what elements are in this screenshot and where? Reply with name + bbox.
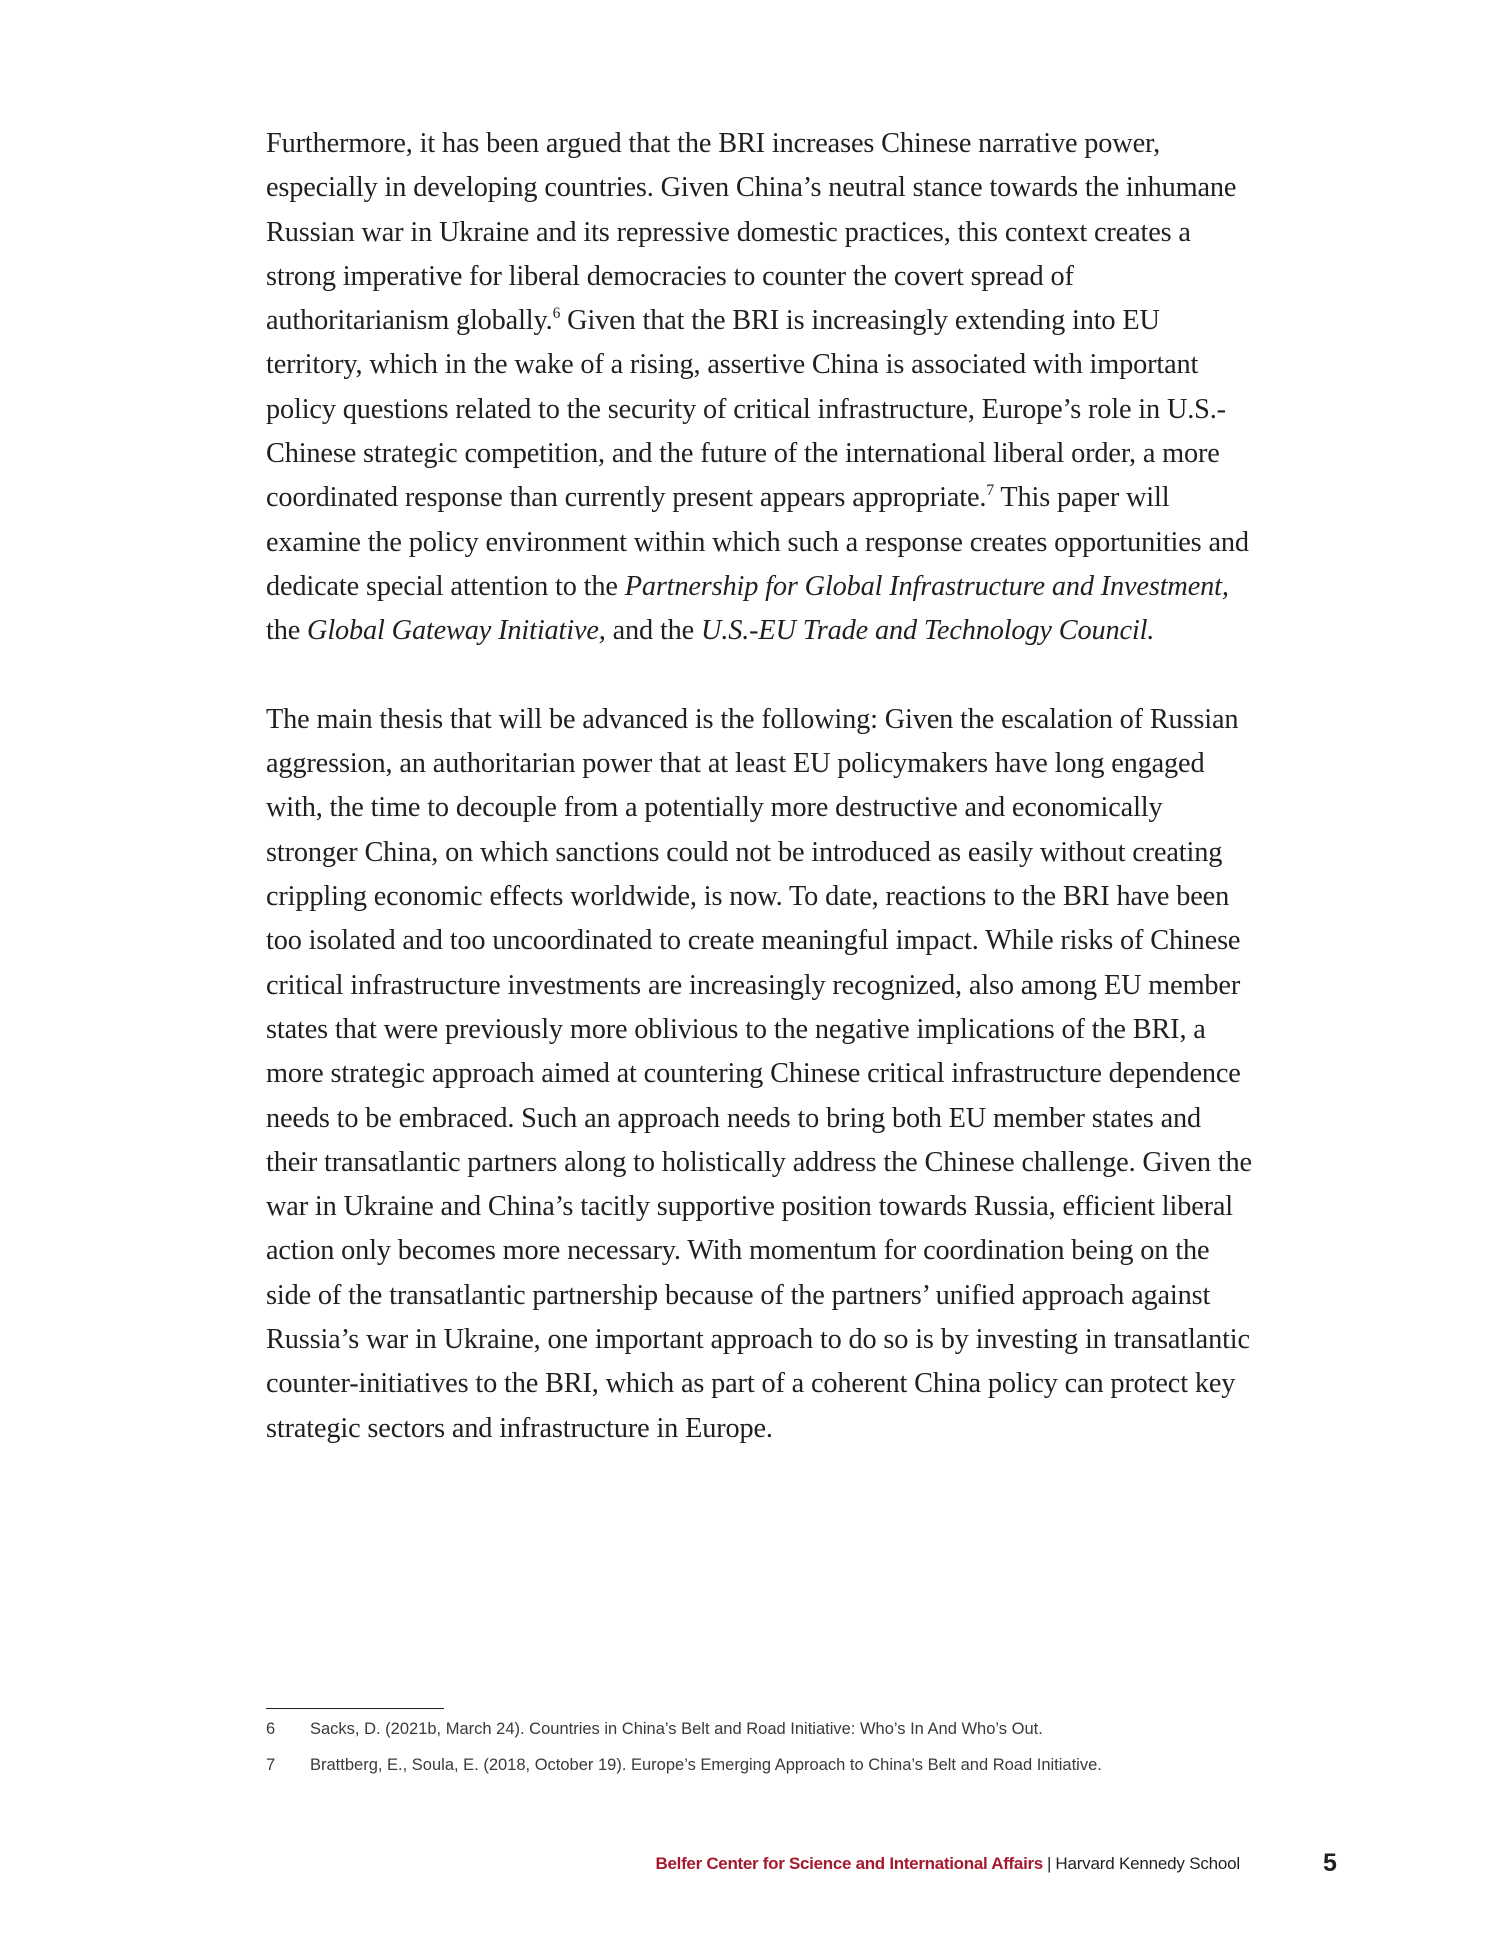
footer-organization: Belfer Center for Science and International Affairs [655, 1854, 1043, 1873]
paragraph-1: Furthermore, it has been argued that the BRI increases Chinese narrative power, especially in developing countries. Given China’s neutral stance towards the inhumane Russian war in Ukraine and its repressive domestic practices, this context creates a strong imperative for liberal democracies to counter the covert spread of authoritarianism globally.$^6$ Given that the BRI is increasingly extending into EU territory, which in the wake of a rising, assertive China is associated with important policy questions related to the security of critical infrastructure, Europe’s role in U.S.-Chinese strategic competition, and the future of the international liberal order, a more coordinated response than currently present appears appropriate.$^7$ This paper will examine the policy environment within which such a response creates opportunities and dedicate special attention to the Partnership for Global Infrastructure and Investment, the Global Gateway Initiative, and the U.S.-EU Trade and Technology Council. [266, 128, 1249, 647]
paragraph-2: The main thesis that will be advanced is the following: Given the escalation of Russian aggression, an authoritarian power that at least EU policymakers have long engaged with, the time to decouple from a potentially more destructive and economically stronger China, on which sanctions could not be introduced as easily without creating crippling economic effects worldwide, is now. To date, reactions to the BRI have been too isolated and too uncoordinated to create meaningful impact. While risks of Chinese critical infrastructure investments are increasingly recognized, also among EU member states that were previously more oblivious to the negative implications of the BRI, a more strategic approach aimed at countering Chinese critical infrastructure dependence needs to be embraced. Such an approach needs to bring both EU member states and their transatlantic partners along to holistically address the Chinese challenge. Given the war in Ukraine and China’s tacitly supportive position towards Russia, efficient liberal action only becomes more necessary. With momentum for coordination being on the side of the transatlantic partnership because of the partners’ unified approach against Russia’s war in Ukraine, one important approach to do so is by investing in transatlantic counter-initiatives to the BRI, which as part of a coherent China policy can protect key strategic sectors and infrastructure in Europe. [266, 703, 1252, 1444]
footer-school: Harvard Kennedy School [1055, 1854, 1240, 1873]
footnote-text: Brattberg, E., Soula, E. (2018, October 19). Europe’s Emerging Approach to China’s Belt and Road Initiative. [310, 1756, 1102, 1774]
footnotes [266, 1717, 1266, 1789]
footnote-divider [266, 1708, 444, 1709]
page-footer [560, 1852, 1240, 1876]
initiative-ttc: U.S.-EU Trade and Technology Council. [701, 615, 1155, 647]
page-number: 5 [1323, 1849, 1337, 1877]
initiative-global-gateway: Global Gateway Initiative, [307, 615, 606, 647]
body-text [266, 122, 1256, 1451]
footnote-ref-6[interactable]: 6 [552, 304, 561, 322]
footnote-6 [266, 1717, 1266, 1753]
footnote-number: 6 [266, 1720, 276, 1738]
initiative-pgii: Partnership for Global Infrastructure and Investment, [624, 570, 1229, 602]
footnote-number: 7 [266, 1756, 276, 1774]
footnote-ref-7[interactable]: 7 [986, 482, 994, 500]
footer-separator: | [1046, 1854, 1052, 1873]
footnote-text: Sacks, D. (2021b, March 24). Countries in China’s Belt and Road Initiative: Who’s In And Who’s Out. [310, 1720, 1043, 1738]
footnote-7 [266, 1753, 1266, 1789]
